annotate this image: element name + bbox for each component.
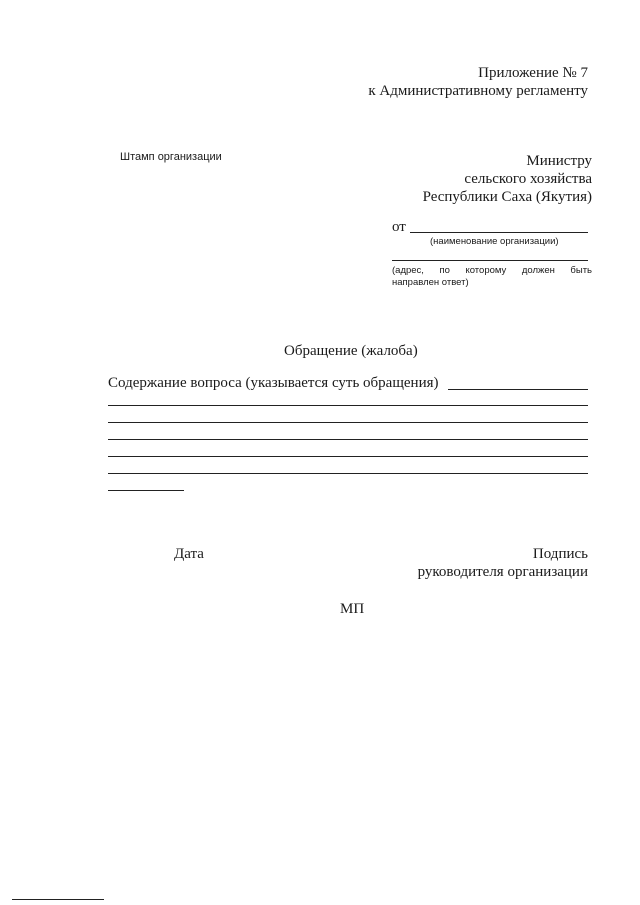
content-line-6: [108, 490, 184, 491]
address-caption: [392, 265, 592, 277]
addressee-line2: сельского хозяйства: [464, 171, 592, 187]
date-label: Дата: [174, 546, 204, 562]
content-line-2: [108, 422, 588, 423]
signature-label: Подпись: [532, 546, 588, 562]
seal-label: МП: [340, 601, 365, 617]
content-line-1: [108, 405, 588, 406]
from-org-line: [410, 232, 588, 233]
content-line-4: [108, 456, 588, 457]
content-line-3: [108, 439, 588, 440]
addressee-line1: Министру: [526, 153, 592, 169]
from-label: от: [392, 219, 406, 235]
stamp-label: Штамп организации: [120, 151, 222, 163]
appendix-number: Приложение № 7: [478, 65, 588, 81]
addressee-line3: Республики Саха (Якутия): [422, 189, 592, 205]
address-caption-line1: (адрес, по которому должен быть: [392, 265, 592, 276]
org-name-caption: (наименование организации): [430, 236, 559, 247]
appendix-regulation: к Административному регламенту: [368, 83, 588, 99]
content-label: Содержание вопроса (указывается суть обращения): [108, 375, 439, 391]
footnote-separator: [12, 899, 104, 900]
signature-sub-label: руководителя организации: [417, 564, 588, 580]
content-line-0: [448, 389, 588, 390]
content-line-5: [108, 473, 588, 474]
from-address-line: [392, 260, 588, 261]
address-caption-line2: направлен ответ): [392, 277, 469, 288]
document-title: Обращение (жалоба): [284, 343, 418, 359]
